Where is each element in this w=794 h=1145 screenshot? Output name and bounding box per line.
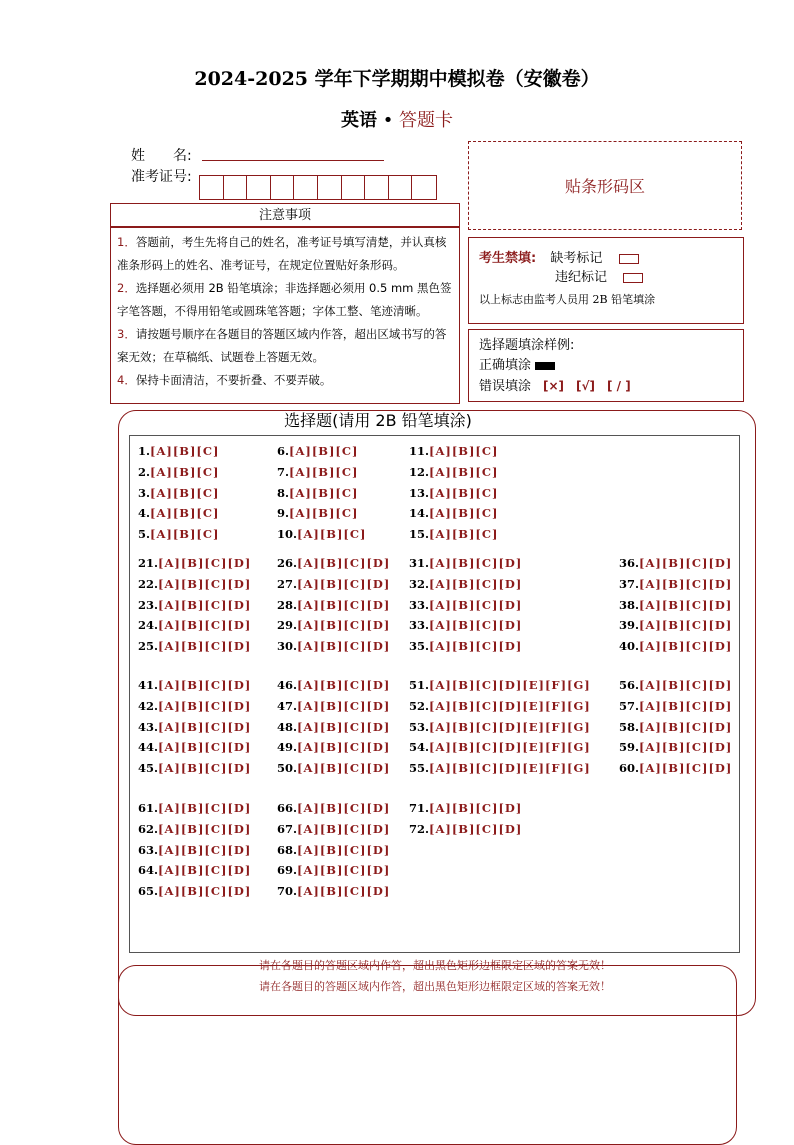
question-item[interactable] — [277, 556, 390, 570]
note-number: 3． — [117, 327, 136, 341]
question-number: 48. — [277, 719, 298, 734]
question-item[interactable] — [409, 618, 522, 632]
answer-options[interactable]: [A][B][C] — [429, 506, 499, 521]
absent-mark-box[interactable] — [619, 254, 639, 264]
answer-options[interactable]: [A][B][C][D][E][F][G] — [429, 719, 591, 734]
question-number: 62. — [138, 821, 159, 836]
question-number: 1. — [138, 444, 151, 458]
answer-options[interactable]: [A][B][C][D] — [639, 698, 733, 713]
question-item[interactable] — [138, 720, 251, 734]
question-number: 70. — [277, 884, 298, 899]
question-item[interactable] — [619, 761, 732, 775]
note-text: 答题前，考生先将自己的姓名，准考证号填写清楚，并认真核准条形码上的姓名、准考证号，在规定位置贴好条形码。 — [117, 235, 447, 272]
question-item[interactable] — [409, 444, 498, 458]
question-number: 36. — [619, 556, 640, 570]
question-number: 59. — [619, 740, 640, 755]
question-item[interactable] — [409, 486, 498, 500]
answer-card-label: 答题卡 — [399, 110, 454, 131]
choice-section-title: 选择题(请用 2B 铅笔填涂) — [284, 411, 472, 430]
answer-options[interactable]: [A][B][C] — [429, 527, 499, 542]
question-item[interactable] — [277, 486, 358, 500]
question-item[interactable] — [619, 699, 732, 713]
answer-options[interactable]: [A][B][C][D][E][F][G] — [429, 761, 591, 776]
answer-options[interactable]: [A][B][C][D] — [297, 639, 391, 654]
answer-options[interactable]: [A][B][C][D] — [297, 698, 391, 713]
warning-text-1: 请在各题目的答题区域内作答，超出黑色矩形边框限定区域的答案无效！ — [259, 959, 611, 972]
question-item[interactable] — [138, 801, 251, 815]
answer-options[interactable]: [A][B][C][D] — [639, 761, 733, 776]
question-number: 49. — [277, 740, 298, 755]
answer-options[interactable]: [A][B][C][D] — [158, 618, 252, 633]
note-text: 保持卡面清洁，不要折叠、不要弄破。 — [135, 373, 332, 387]
question-number: 69. — [277, 863, 298, 878]
question-item[interactable] — [138, 618, 251, 632]
answer-options[interactable]: [A][B][C][D] — [158, 863, 252, 878]
violation-label: 违纪标记 — [555, 270, 608, 285]
question-item[interactable] — [138, 598, 251, 612]
question-number: 40. — [619, 639, 640, 654]
question-number: 29. — [277, 618, 298, 633]
question-number: 14. — [409, 506, 430, 521]
question-item[interactable] — [138, 822, 251, 836]
question-number: 42. — [138, 698, 159, 713]
question-number: 33. — [409, 597, 430, 612]
correct-fill-sample — [535, 362, 555, 370]
supervisor-note: 以上标志由监考人员用 2B 铅笔填涂 — [479, 293, 656, 306]
question-number: 66. — [277, 801, 298, 815]
answer-options[interactable]: [A][B][C] — [150, 485, 220, 500]
question-number: 35. — [409, 639, 430, 654]
question-item[interactable] — [277, 639, 390, 653]
question-item[interactable] — [138, 577, 251, 591]
question-number: 41. — [138, 678, 159, 692]
answer-options[interactable]: [A][B][C][D] — [158, 597, 252, 612]
question-number: 15. — [409, 527, 430, 542]
question-number: 5. — [138, 527, 151, 542]
answer-options[interactable]: [A][B][C][D] — [297, 556, 391, 570]
question-number: 24. — [138, 618, 159, 633]
name-label: 姓 名: — [131, 148, 192, 164]
note-item — [117, 323, 453, 369]
note-text: 请按题号顺序在各题目的答题区域内作答，超出区域书写的答案无效；在草稿纸、试题卷上答题无效。 — [117, 327, 447, 364]
question-item[interactable] — [409, 801, 522, 815]
answer-options[interactable]: [A][B][C][D] — [639, 556, 733, 570]
question-number: 22. — [138, 576, 159, 591]
question-item[interactable] — [277, 444, 358, 458]
question-number: 45. — [138, 761, 159, 776]
question-item[interactable] — [409, 577, 522, 591]
answer-options[interactable]: [A][B][C] — [289, 485, 359, 500]
exam-id-label: 准考证号: — [131, 169, 192, 185]
answer-options[interactable]: [A][B][C][D] — [158, 639, 252, 654]
question-item[interactable] — [619, 618, 732, 632]
question-item[interactable] — [138, 699, 251, 713]
answer-options[interactable]: [A][B][C][D] — [639, 618, 733, 633]
question-number: 3. — [138, 485, 151, 500]
violation-mark-box[interactable] — [623, 273, 643, 283]
answer-options[interactable]: [A][B][C][D] — [297, 801, 391, 815]
subject-subtitle — [0, 106, 794, 132]
question-item[interactable] — [277, 761, 390, 775]
question-item[interactable] — [619, 639, 732, 653]
question-number: 53. — [409, 719, 430, 734]
answer-options[interactable]: [A][B][C] — [150, 506, 220, 521]
answer-options[interactable]: [A][B][C][D] — [158, 761, 252, 776]
answer-options[interactable]: [A][B][C][D] — [158, 576, 252, 591]
answer-options[interactable]: [A][B][C][D] — [158, 801, 252, 815]
question-item[interactable] — [619, 740, 732, 754]
question-number: 46. — [277, 678, 298, 692]
question-item[interactable] — [409, 598, 522, 612]
subject-label: 英语 — [340, 110, 377, 131]
question-number: 68. — [277, 842, 298, 857]
question-item[interactable] — [277, 618, 390, 632]
warning-text-2: 请在各题目的答题区域内作答，超出黑色矩形边框限定区域的答案无效！ — [259, 980, 611, 993]
question-number: 58. — [619, 719, 640, 734]
question-number: 9. — [277, 506, 290, 521]
answer-options[interactable]: [A][B][C][D] — [297, 597, 391, 612]
question-item[interactable] — [409, 822, 522, 836]
question-item[interactable] — [138, 506, 219, 520]
question-item[interactable] — [277, 740, 390, 754]
question-number: 38. — [619, 597, 640, 612]
question-item[interactable] — [138, 863, 251, 877]
question-number: 61. — [138, 801, 159, 815]
answer-options[interactable]: [A][B][C] — [429, 485, 499, 500]
question-number: 56. — [619, 678, 640, 692]
notes-heading: 注意事项 — [110, 203, 460, 227]
answer-options[interactable]: [A][B][C] — [429, 464, 499, 479]
question-number: 39. — [619, 618, 640, 633]
question-number: 31. — [409, 556, 430, 570]
question-number: 65. — [138, 884, 159, 899]
exam-id-cell[interactable] — [271, 176, 295, 199]
question-item[interactable] — [409, 465, 498, 479]
question-item[interactable] — [409, 527, 498, 541]
question-item[interactable] — [277, 678, 390, 692]
question-item[interactable] — [619, 720, 732, 734]
answer-options[interactable]: [A][B][C][D][E][F][G] — [429, 740, 591, 755]
question-item[interactable] — [277, 598, 390, 612]
answer-options[interactable]: [A][B][C][D] — [297, 576, 391, 591]
question-number: 7. — [277, 464, 290, 479]
exam-id-cell[interactable] — [200, 176, 224, 199]
answer-options[interactable]: [A][B][C][D] — [158, 821, 252, 836]
exam-marker-box — [468, 237, 744, 324]
question-number: 6. — [277, 444, 290, 458]
exam-id-cell[interactable] — [318, 176, 342, 199]
note-text: 选择题必须用 2B 铅笔填涂；非选择题必须用 0.5 mm 黑色签字笔答题，不得用铅笔或圆珠笔答题；字体工整、笔迹清晰。 — [117, 281, 452, 318]
question-number: 64. — [138, 863, 159, 878]
question-item[interactable] — [277, 577, 390, 591]
answer-options[interactable]: [A][B][C] — [150, 527, 220, 542]
question-number: 28. — [277, 597, 298, 612]
question-number: 50. — [277, 761, 298, 776]
question-item[interactable] — [277, 527, 366, 541]
answer-options[interactable]: [A][B][C][D] — [297, 842, 391, 857]
question-item[interactable] — [138, 639, 251, 653]
answer-options[interactable]: [A][B][C][D] — [297, 821, 391, 836]
answer-options[interactable]: [A][B][C][D] — [639, 639, 733, 654]
question-number: 23. — [138, 597, 159, 612]
question-number: 4. — [138, 506, 151, 521]
answer-options[interactable]: [A][B][C][D] — [158, 740, 252, 755]
exam-id-cell[interactable] — [389, 176, 413, 199]
question-number: 11. — [409, 444, 430, 458]
question-item[interactable] — [409, 678, 591, 692]
question-number: 37. — [619, 576, 640, 591]
answer-options[interactable]: [A][B][C][D] — [429, 618, 523, 633]
exam-id-cell[interactable] — [294, 176, 318, 199]
wrong-fill-samples: [×] [√] [ / ] — [543, 379, 631, 393]
question-number: 43. — [138, 719, 159, 734]
question-item[interactable] — [277, 699, 390, 713]
answer-options[interactable]: [A][B][C][D] — [639, 740, 733, 755]
question-number: 33. — [409, 618, 430, 633]
question-item[interactable] — [409, 699, 591, 713]
note-item — [117, 231, 453, 277]
question-item[interactable] — [138, 843, 251, 857]
exam-id-cell[interactable] — [365, 176, 389, 199]
question-item[interactable] — [277, 843, 390, 857]
fill-example-heading: 选择题填涂样例: — [479, 338, 575, 353]
question-number: 51. — [409, 678, 430, 692]
question-number: 63. — [138, 842, 159, 857]
question-item[interactable] — [409, 639, 522, 653]
question-number: 57. — [619, 698, 640, 713]
notes-box — [110, 227, 460, 404]
wrong-fill-label: 错误填涂 — [479, 379, 532, 394]
question-number: 44. — [138, 740, 159, 755]
question-number: 13. — [409, 485, 430, 500]
question-number: 55. — [409, 761, 430, 776]
question-item[interactable] — [138, 761, 251, 775]
answer-options[interactable]: [A][B][C][D] — [297, 678, 391, 692]
question-number: 47. — [277, 698, 298, 713]
answer-options[interactable]: [A][B][C][D] — [429, 639, 523, 654]
answer-options[interactable]: [A][B][C][D] — [158, 719, 252, 734]
answer-options[interactable]: [A][B][C][D] — [639, 576, 733, 591]
answer-options[interactable]: [A][B][C] — [289, 444, 359, 458]
exam-id-cell[interactable] — [342, 176, 366, 199]
answer-options[interactable]: [A][B][C][D] — [297, 719, 391, 734]
question-number: 60. — [619, 761, 640, 776]
answer-options[interactable]: [A][B][C][D] — [158, 698, 252, 713]
question-number: 25. — [138, 639, 159, 654]
question-item[interactable] — [138, 486, 219, 500]
forbidden-label: 考生禁填: — [479, 251, 537, 266]
question-item[interactable] — [277, 863, 390, 877]
absent-label: 缺考标记 — [550, 251, 603, 266]
answer-options[interactable]: [A][B][C][D] — [429, 801, 523, 815]
question-item[interactable] — [409, 740, 591, 754]
question-item[interactable] — [619, 577, 732, 591]
question-item[interactable] — [277, 465, 358, 479]
question-item[interactable] — [138, 527, 219, 541]
barcode-label: 贴条形码区 — [564, 177, 645, 196]
page-title: 2024-2025 学年下学期期中模拟卷（安徽卷） — [194, 68, 600, 90]
question-item[interactable] — [138, 556, 251, 570]
question-item[interactable] — [409, 556, 522, 570]
question-number: 67. — [277, 821, 298, 836]
question-item[interactable] — [619, 556, 732, 570]
answer-options[interactable]: [A][B][C][D] — [639, 597, 733, 612]
question-number: 71. — [409, 801, 430, 815]
answer-options[interactable]: [A][B][C] — [150, 444, 220, 458]
question-item[interactable] — [138, 740, 251, 754]
question-number: 32. — [409, 576, 430, 591]
answer-options[interactable]: [A][B][C] — [429, 444, 499, 458]
answer-options[interactable]: [A][B][C][D] — [297, 863, 391, 878]
question-item[interactable] — [277, 506, 358, 520]
answer-options[interactable]: [A][B][C][D] — [158, 842, 252, 857]
answer-options[interactable]: [A][B][C][D] — [429, 597, 523, 612]
exam-id-cell[interactable] — [412, 176, 436, 199]
question-item[interactable] — [138, 444, 219, 458]
answer-options[interactable]: [A][B][C][D] — [297, 884, 391, 899]
question-item[interactable] — [409, 506, 498, 520]
answer-options[interactable]: [A][B][C][D] — [639, 719, 733, 734]
answer-options[interactable]: [A][B][C] — [297, 527, 367, 542]
answer-options[interactable]: [A][B][C][D] — [429, 556, 523, 570]
answer-options[interactable]: [A][B][C][D][E][F][G] — [429, 698, 591, 713]
answer-options[interactable]: [A][B][C] — [150, 464, 220, 479]
note-number: 2． — [117, 281, 136, 295]
question-number: 52. — [409, 698, 430, 713]
question-item[interactable] — [619, 678, 732, 692]
answer-options[interactable]: [A][B][C] — [289, 464, 359, 479]
answer-options[interactable]: [A][B][C][D][E][F][G] — [429, 678, 591, 692]
question-number: 12. — [409, 464, 430, 479]
question-number: 72. — [409, 821, 430, 836]
answer-options[interactable]: [A][B][C][D] — [639, 678, 733, 692]
answer-options[interactable]: [A][B][C][D] — [297, 740, 391, 755]
exam-id-boxes[interactable] — [199, 175, 437, 200]
question-item[interactable] — [277, 720, 390, 734]
question-item[interactable] — [138, 884, 251, 898]
question-number: 54. — [409, 740, 430, 755]
note-number: 4． — [117, 373, 136, 387]
name-field[interactable] — [202, 159, 384, 161]
question-number: 8. — [277, 485, 290, 500]
question-item[interactable] — [619, 598, 732, 612]
question-item[interactable] — [409, 761, 591, 775]
fill-example-box — [468, 329, 744, 402]
question-number: 2. — [138, 464, 151, 479]
question-number: 21. — [138, 556, 159, 570]
question-number: 27. — [277, 576, 298, 591]
question-number: 26. — [277, 556, 298, 570]
exam-id-cell[interactable] — [224, 176, 248, 199]
question-item[interactable] — [409, 720, 591, 734]
question-item[interactable] — [277, 801, 390, 815]
note-number: 1． — [117, 235, 136, 249]
question-item[interactable] — [138, 465, 219, 479]
note-item — [117, 369, 453, 392]
question-number: 30. — [277, 639, 298, 654]
exam-id-cell[interactable] — [247, 176, 271, 199]
answer-options[interactable]: [A][B][C][D] — [429, 576, 523, 591]
answer-options[interactable]: [A][B][C][D] — [429, 821, 523, 836]
answer-options[interactable]: [A][B][C][D] — [158, 884, 252, 899]
barcode-area — [468, 141, 742, 230]
question-item[interactable] — [277, 884, 390, 898]
question-item[interactable] — [277, 822, 390, 836]
answer-options[interactable]: [A][B][C][D] — [158, 678, 252, 692]
note-item — [117, 277, 453, 323]
correct-fill-label: 正确填涂 — [479, 358, 532, 373]
subtitle-dot: • — [382, 110, 394, 131]
answer-options[interactable]: [A][B][C][D] — [297, 618, 391, 633]
answer-options[interactable]: [A][B][C] — [289, 506, 359, 521]
question-item[interactable] — [138, 678, 251, 692]
answer-options[interactable]: [A][B][C][D] — [297, 761, 391, 776]
answer-options[interactable]: [A][B][C][D] — [158, 556, 252, 570]
question-number: 10. — [277, 527, 298, 542]
